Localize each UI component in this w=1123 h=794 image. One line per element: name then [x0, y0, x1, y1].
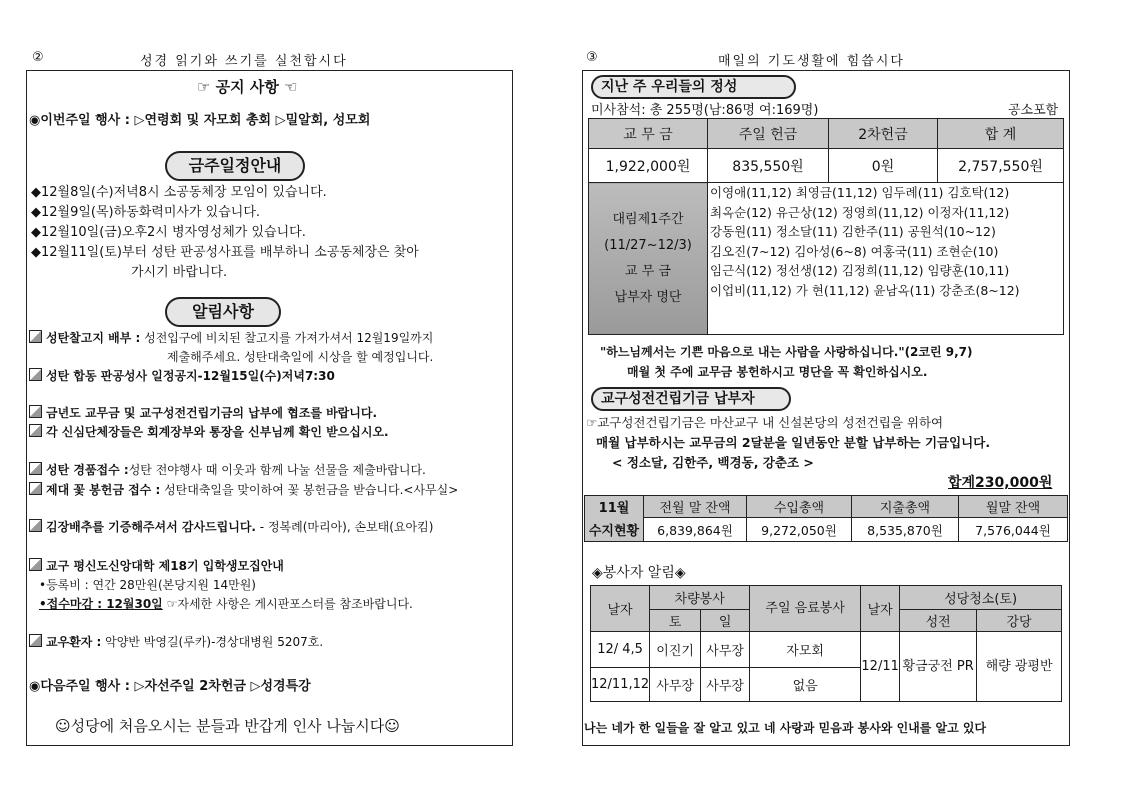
vol-cell: 해량 광평반	[977, 632, 1062, 702]
next-week-event: ◉다음주일 행사 : ▷자선주일 2차헌금 ▷성경특강	[29, 679, 311, 694]
volunteer-table	[590, 585, 1062, 702]
checkbox-icon	[29, 424, 42, 437]
left-page-header: 성경 읽기와 쓰기를 실천합시다	[140, 54, 348, 69]
announce-item: 각 신심단체장들은 회계장부와 통장을 신부님께 확인 받으십시오.	[29, 423, 389, 440]
schedule-item: ◆12월8일(수)저녁8시 소공동체장 모임이 있습니다.	[31, 185, 327, 200]
vol-car-header: 차량봉사	[650, 586, 750, 610]
schedule-item: ◆12월9일(목)하동화력미사가 있습니다.	[31, 205, 261, 220]
checkbox-icon	[29, 405, 42, 418]
finance-header: 전월 말 잔액	[644, 496, 747, 518]
verse-note: 매월 첫 주에 교무금 봉헌하시고 명단을 꼭 확인하십시오.	[627, 365, 928, 379]
announce-item: •접수마감 : 12월30일 ☞자세한 사항은 게시판포스터를 참조바랍니다.	[39, 597, 413, 611]
finance-label: 수지현황	[585, 518, 644, 542]
checkbox-icon	[29, 558, 42, 571]
offering-value: 835,550원	[708, 149, 829, 183]
offering-header: 2차헌금	[829, 119, 938, 149]
announce-item: 금년도 교무금 및 교구성전건립기금의 납부에 협조를 바랍니다.	[29, 404, 377, 421]
schedule-item: 가시기 바랍니다.	[131, 265, 228, 280]
vol-cell: 사무장	[701, 668, 750, 702]
vol-date2-header: 날자	[861, 586, 900, 632]
checkbox-icon	[29, 519, 42, 532]
checkbox-icon	[29, 330, 42, 343]
schedule-title: 금주일정안내	[165, 151, 305, 181]
donor-label: 대림제1주간 (11/27~12/3) 교 무 금 납부자 명단	[589, 183, 708, 335]
checkbox-icon	[29, 634, 42, 647]
offering-header: 주일 헌금	[708, 119, 829, 149]
this-week-event: ◉이번주일 행사 : ▷연령회 및 자모회 총회 ▷밀알회, 성모회	[29, 113, 371, 128]
right-page-number: ③	[586, 50, 598, 65]
vol-sun-header: 일	[701, 610, 750, 632]
fund-line: ☞교구성전건립기금은 마산교구 내 신설본당의 성전건립을 위하여	[586, 415, 944, 430]
vol-cell: 12/ 4,5	[591, 632, 650, 668]
finance-value: 8,535,870원	[852, 518, 959, 542]
announce-item: 제대 꽃 봉헌금 접수 : 성탄대축일을 맞이하여 꽃 봉헌금을 받습니다.<사무실>	[29, 481, 458, 498]
finance-value: 9,272,050원	[747, 518, 852, 542]
vol-cell: 이진기	[650, 632, 701, 668]
schedule-item: ◆12월10일(금)오후2시 병자영성체가 있습니다.	[31, 225, 306, 240]
footer-verse: 나는 네가 한 일들을 잘 알고 있고 네 사랑과 믿음과 봉사와 인내를 알고 있다	[584, 721, 987, 735]
closing-message: ☺성당에 처음오시는 분들과 반갑게 인사 나눕시다☺	[55, 717, 400, 735]
vol-cell: 자모회	[750, 632, 861, 668]
left-page-number: ②	[32, 50, 44, 65]
announce-title: 알림사항	[165, 297, 281, 327]
fund-title: 교구성전건립기금 납부자	[591, 387, 791, 411]
vol-cell: 없음	[750, 668, 861, 702]
finance-table	[584, 495, 1068, 542]
bible-verse: "하느님께서는 기쁜 마음으로 내는 사람을 사랑하십니다."(2코린 9,7)	[600, 345, 973, 359]
offering-table	[588, 118, 1064, 335]
schedule-item: ◆12월11일(토)부터 성탄 판공성사표를 배부하니 소공동체장은 찾아	[31, 245, 419, 260]
checkbox-icon	[29, 368, 42, 381]
finance-header: 월말 잔액	[959, 496, 1068, 518]
checkbox-icon	[29, 482, 42, 495]
finance-value: 7,576,044원	[959, 518, 1068, 542]
offering-value: 0원	[829, 149, 938, 183]
announce-item: 성탄 경품접수 :성탄 전야행사 때 이웃과 함께 나눌 선물을 제출바랍니다.	[29, 461, 426, 478]
fund-line: < 정소달, 김한주, 백경동, 강춘조 >	[612, 455, 814, 470]
attendance-note: 공소포함	[1008, 103, 1059, 118]
vol-date-header: 날자	[591, 586, 650, 632]
donor-list: 이영애(11,12) 최영금(11,12) 임두례(11) 김호탁(12) 최옥순(12) 유근상(12) 정영희(11,12) 이정자(11,12) 강동원(11) 정소달(11) 김한주(11) 공원석(10~12) 김오진(7~12) 김아성(6~8) 여홍국(11) 조현순(10) 임근식(12) 정선생(12) 김정희(11,12) 임량훈(10,11) 이업비(11,12) 가 현(11,12) 윤남옥(11) 강춘조(8~12)	[708, 183, 1064, 335]
announce-item: 성탄 합동 판공성사 일정공지-12월15일(수)저녁7:30	[29, 367, 335, 384]
offering-header: 합 계	[938, 119, 1064, 149]
vol-sat-header: 토	[650, 610, 701, 632]
last-week-title: 지난 주 우리들의 정성	[591, 75, 796, 99]
volunteer-title: ◈봉사자 알림◈	[592, 565, 686, 581]
left-notice-panel	[26, 70, 513, 746]
finance-header: 지출총액	[852, 496, 959, 518]
vol-clean-header: 성당청소(토)	[900, 586, 1062, 610]
vol-cell: 12/11	[861, 632, 900, 702]
fund-line: 매월 납부하시는 교무금의 2달분을 일년동안 분할 납부하는 기금입니다.	[596, 435, 991, 450]
notice-title: ☞ 공지 사항 ☜	[197, 78, 298, 96]
offering-header: 교 무 금	[589, 119, 708, 149]
offering-value: 2,757,550원	[938, 149, 1064, 183]
fund-total: 합계230,000원	[948, 475, 1053, 491]
vol-drink-header: 주일 음료봉사	[750, 586, 861, 632]
checkbox-icon	[29, 462, 42, 475]
announce-item: 김장배추를 기증해주셔서 감사드립니다. - 정복례(마리아), 손보태(요아킴)	[29, 518, 433, 535]
offering-value: 1,922,000원	[589, 149, 708, 183]
announce-item: •등록비 : 연간 28만원(본당지원 14만원)	[39, 578, 256, 592]
finance-header: 수입총액	[747, 496, 852, 518]
announce-item: 성탄찰고지 배부 : 성전입구에 비치된 찰고지를 가져가셔서 12월19일까지	[29, 329, 433, 346]
vol-cell: 황금궁전 PR	[900, 632, 977, 702]
finance-month: 11월	[585, 496, 644, 518]
right-page-header: 매일의 기도생활에 힘씁시다	[718, 54, 905, 69]
vol-sanctuary-header: 성전	[900, 610, 977, 632]
vol-cell: 12/11,12	[591, 668, 650, 702]
attendance-text: 미사참석: 총 255명(남:86명 여:169명)	[591, 103, 819, 118]
announce-item: 교구 평신도신앙대학 제18기 입학생모집안내	[29, 557, 284, 574]
vol-cell: 사무장	[650, 668, 701, 702]
vol-hall-header: 강당	[977, 610, 1062, 632]
vol-cell: 사무장	[701, 632, 750, 668]
announce-item: 제출해주세요. 성탄대축일에 시상을 할 예정입니다.	[167, 350, 434, 364]
announce-item: 교우환자 : 악양반 박영길(루카)-경상대병원 5207호.	[29, 633, 323, 650]
finance-value: 6,839,864원	[644, 518, 747, 542]
